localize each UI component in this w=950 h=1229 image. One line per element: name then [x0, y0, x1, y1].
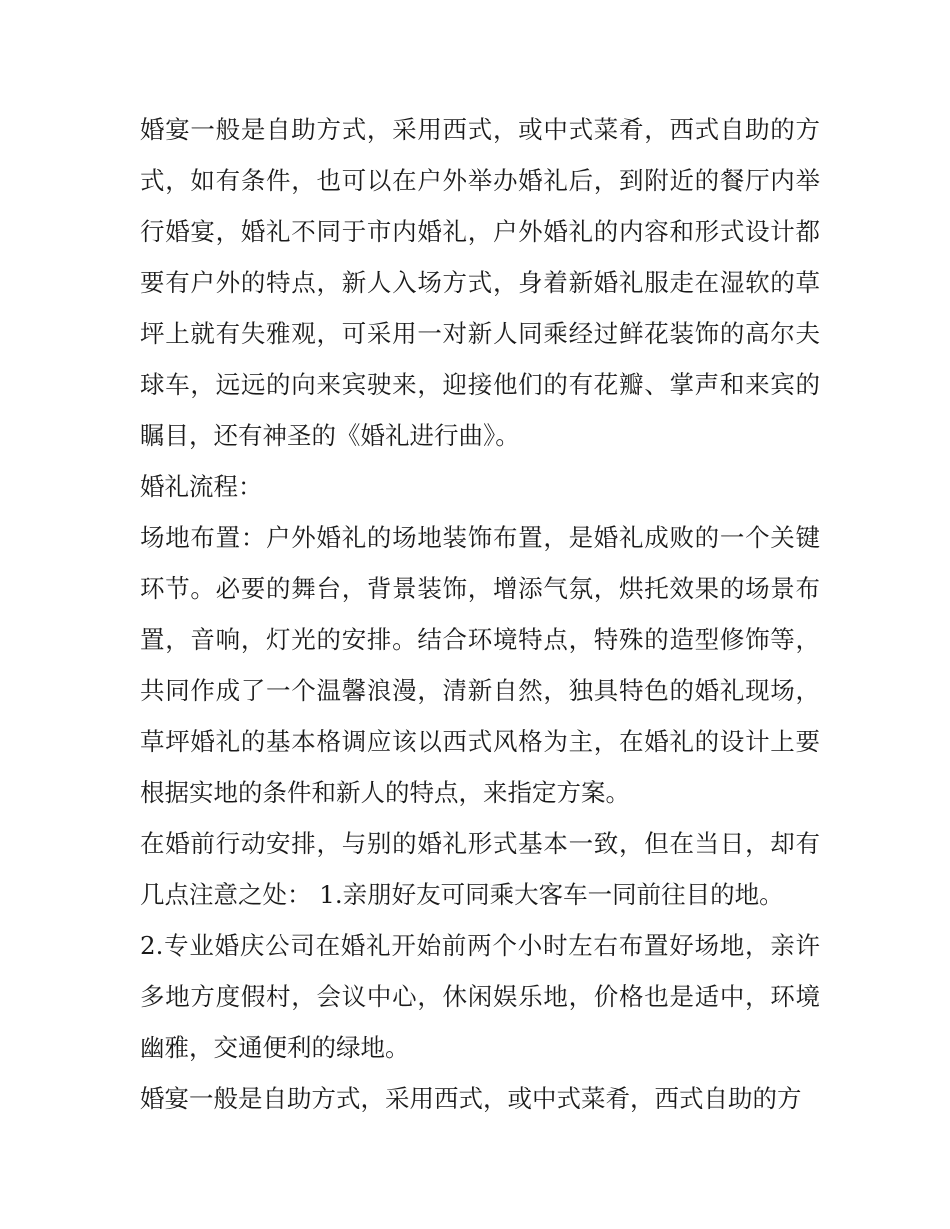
heading-wedding-process: 婚礼流程： — [140, 472, 263, 501]
paragraph-wedding-company: 2.专业婚庆公司在婚礼开始前两个小时左右布置好场地，亲许多地方度假村，会议中心，休闲娱乐地，价格也是适中，环境幽雅，交通便利的绿地。 — [140, 931, 820, 1062]
paragraph-outdoor-banquet: 婚宴一般是自助方式，采用西式，或中式菜肴，西式自助的方式，如有条件，也可以在户外举办婚礼后，到附近的餐厅内举行婚宴，婚礼不同于市内婚礼，户外婚礼的内容和形式设计都要有户外的特点，新人入场方式，身着新婚礼服走在湿软的草坪上就有失雅观，可采用一对新人同乘经过鲜花装饰的高尔夫球车，远远的向来宾驶来，迎接他们的有花瓣、掌声和来宾的瞩目，还有神圣的《婚礼进行曲》。 — [140, 115, 820, 450]
paragraph-day-arrangements: 在婚前行动安排，与别的婚礼形式基本一致，但在当日，却有几点注意之处： 1.亲朋好友可同乘大客车一同前往目的地。 — [140, 829, 820, 909]
paragraph-venue-setup: 场地布置：户外婚礼的场地装饰布置，是婚礼成败的一个关键环节。必要的舞台，背景装饰，增添气氛，烘托效果的场景布置，音响，灯光的安排。结合环境特点，特殊的造型修饰等，共同作成了一个温馨浪漫，清新自然，独具特色的婚礼现场，草坪婚礼的基本格调应该以西式风格为主，在婚礼的设计上要根据实地的条件和新人的特点，来指定方案。 — [140, 523, 820, 807]
document-body — [140, 104, 820, 1124]
paragraph-banquet-repeat: 婚宴一般是自助方式，采用西式，或中式菜肴，西式自助的方 — [140, 1084, 802, 1113]
